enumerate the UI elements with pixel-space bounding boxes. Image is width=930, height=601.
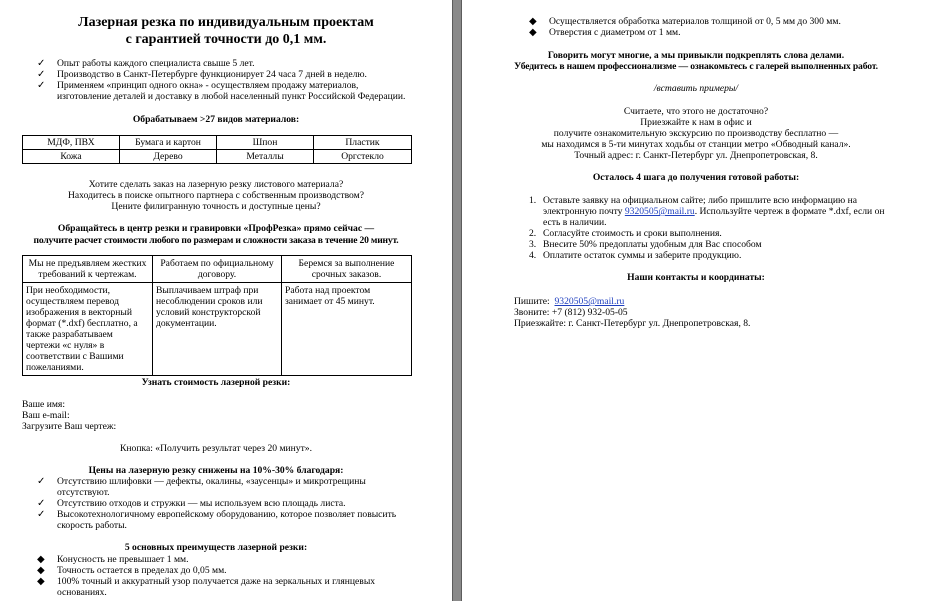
advantages-header-row (23, 256, 412, 283)
materials-row (23, 136, 412, 150)
contact-write: Пишите: 9320505@mail.ru (514, 296, 625, 307)
form-button-description: Кнопка: «Получить результат через 20 минут». (119, 443, 312, 454)
question-line: Находитесь в поиске опытного партнера с собственным производством? (67, 190, 365, 201)
checkmark-icon: ✓ (37, 69, 46, 80)
office-line: Считаете, что этого не достаточно? (623, 106, 769, 117)
benefit-item: ◆ Осуществляется обработка материалов толщиной от 0, 5 мм до 300 мм. (529, 16, 841, 27)
form-email-label: Ваш e-mail: (22, 410, 70, 421)
step-text: есть в наличии. (543, 217, 607, 228)
checkmark-icon: ✓ (37, 80, 46, 91)
benefit-item: ◆ 100% точный и аккуратный узор получается даже на зеркальных и глянцевых (37, 576, 376, 587)
page-gutter (452, 0, 462, 601)
prices-item: ✓ Высокотехнологичному европейскому оборудованию, которое позволяет повысить (37, 509, 397, 520)
benefits-heading: 5 основных преимуществ лазерной резки: (124, 542, 308, 553)
advantage-header-cell: Беремся за выполнение срочных заказов. (282, 256, 412, 283)
advantage-header-cell: Работаем по официальному договору. (153, 256, 282, 283)
office-line: Точный адрес: г. Санкт-Петербург ул. Днепропетровская, 8. (574, 150, 818, 161)
form-heading: Узнать стоимость лазерной резки: (141, 377, 291, 388)
materials-row (23, 150, 412, 164)
material-cell: Кожа (23, 150, 120, 164)
material-cell: Бумага и картон (120, 136, 217, 150)
examples-placeholder: /вставить примеры/ (653, 83, 739, 94)
step-number: 3. (529, 239, 537, 250)
checkmark-icon: ✓ (37, 476, 46, 487)
call-to-action-line-1: Обращайтесь в центр резки и гравировки «ПрофРезка» прямо сейчас — (57, 223, 375, 234)
checkmark-icon: ✓ (37, 498, 46, 509)
step-email-link[interactable]: 9320505@mail.ru (624, 206, 695, 217)
advantage-cell: Работа над проектом занимает от 45 минут. (282, 283, 412, 376)
benefit-item-continuation: основаниях. (57, 587, 107, 598)
contacts-heading: Наши контакты и координаты: (627, 272, 765, 283)
step-number: 2. (529, 228, 537, 239)
question-line: Цените филигранную точность и доступные цены? (111, 201, 321, 212)
advantage-cell: Выплачиваем штраф при несоблюдении сроков или условий конструкторской документации. (153, 283, 282, 376)
benefit-item: ◆ Точность остается в пределах до 0,05 мм. (37, 565, 227, 576)
materials-heading: Обрабатываем >27 видов материалов: (132, 114, 300, 125)
prices-item: ✓ Отсутствию отходов и стружки — мы используем всю площадь листа. (37, 498, 346, 509)
diamond-bullet-icon: ◆ (37, 565, 45, 576)
document-page-2 (462, 0, 930, 601)
contact-address: Приезжайте: г. Санкт-Петербург ул. Днепропетровская, 8. (514, 318, 751, 329)
question-line: Хотите сделать заказ на лазерную резку листового материала? (88, 179, 344, 190)
intro-item: ✓ Опыт работы каждого специалиста свыше 5 лет. (37, 58, 255, 69)
prices-item: ✓ Отсутствию шлифовки — дефекты, окалины, «заусенцы» и микротрещины (37, 476, 366, 487)
step-text: электронную почту 9320505@mail.ru. Используйте чертеж в формате *.dxf, если он (543, 206, 885, 217)
document-page-1 (0, 0, 452, 601)
checkmark-icon: ✓ (37, 509, 46, 520)
materials-table (22, 135, 412, 164)
intro-item: ✓ Производство в Санкт-Петербурге функционирует 24 часа 7 дней в неделю. (37, 69, 367, 80)
step-text: Согласуйте стоимость и сроки выполнения. (543, 228, 722, 239)
trust-line-1: Говорить могут многие, а мы привыкли подкреплять слова делами. (547, 50, 845, 61)
page-title-line-2: с гарантией точности до 0,1 мм. (125, 32, 327, 47)
office-line: получите ознакомительную экскурсию по производству бесплатно — (553, 128, 839, 139)
call-to-action-line-2: получите расчет стоимости любого по размерам и сложности заказа в течение 20 минут. (33, 235, 399, 246)
prices-heading: Цены на лазерную резку снижены на 10%-30% благодаря: (88, 465, 344, 476)
checkmark-icon: ✓ (37, 58, 46, 69)
step-number: 4. (529, 250, 537, 261)
diamond-bullet-icon: ◆ (37, 576, 45, 587)
diamond-bullet-icon: ◆ (37, 554, 45, 565)
diamond-bullet-icon: ◆ (529, 16, 537, 27)
steps-heading: Осталось 4 шага до получения готовой работы: (592, 172, 800, 183)
contact-phone: Звоните: +7 (812) 932-05-05 (514, 307, 628, 318)
form-name-label: Ваше имя: (22, 399, 65, 410)
prices-item-continuation: отсутствуют. (57, 487, 110, 498)
step-text: Оставьте заявку на официальном сайте; либо пришлите всю информацию на (543, 195, 858, 206)
intro-item-continuation: изготовление деталей и доставку в любой населенный пункт Российской Федерации. (57, 91, 406, 102)
intro-item: ✓ Применяем «принцип одного окна» - осуществляем продажу материалов, (37, 80, 359, 91)
material-cell: Пластик (314, 136, 412, 150)
office-line: Приезжайте к нам в офис и (640, 117, 752, 128)
benefit-item: ◆ Конусность не превышает 1 мм. (37, 554, 189, 565)
material-cell: Дерево (120, 150, 217, 164)
step-text: Оплатите остаток суммы и заберите продукцию. (543, 250, 742, 261)
advantages-body-row (23, 283, 412, 376)
contact-email-link[interactable]: 9320505@mail.ru (554, 296, 625, 307)
form-upload-label: Загрузите Ваш чертеж: (22, 421, 117, 432)
step-number: 1. (529, 195, 537, 206)
diamond-bullet-icon: ◆ (529, 27, 537, 38)
trust-line-2: Убедитесь в нашем профессионализме — ознакомьтесь с галерей выполненных работ. (514, 61, 878, 72)
material-cell: Металлы (217, 150, 314, 164)
page-title-line-1: Лазерная резка по индивидуальным проектам (78, 15, 374, 30)
step-text: Внесите 50% предоплаты удобным для Вас способом (543, 239, 762, 250)
material-cell: Шпон (217, 136, 314, 150)
material-cell: МДФ, ПВХ (23, 136, 120, 150)
advantage-header-cell: Мы не предъявляем жестких требований к чертежам. (23, 256, 153, 283)
advantages-table (22, 255, 412, 376)
material-cell: Оргстекло (314, 150, 412, 164)
advantage-cell: При необходимости, осуществляем перевод изображения в векторный формат (*.dxf) бесплатно, а также разрабатываем чертежи «с нуля» в соответствии с Вашими пожеланиями. (23, 283, 153, 376)
prices-item-continuation: скорость работы. (57, 520, 127, 531)
office-line: мы находимся в 5-ти минутах ходьбы от станции метро «Обводный канал». (541, 139, 851, 150)
benefit-item: ◆ Отверстия с диаметром от 1 мм. (529, 27, 681, 38)
